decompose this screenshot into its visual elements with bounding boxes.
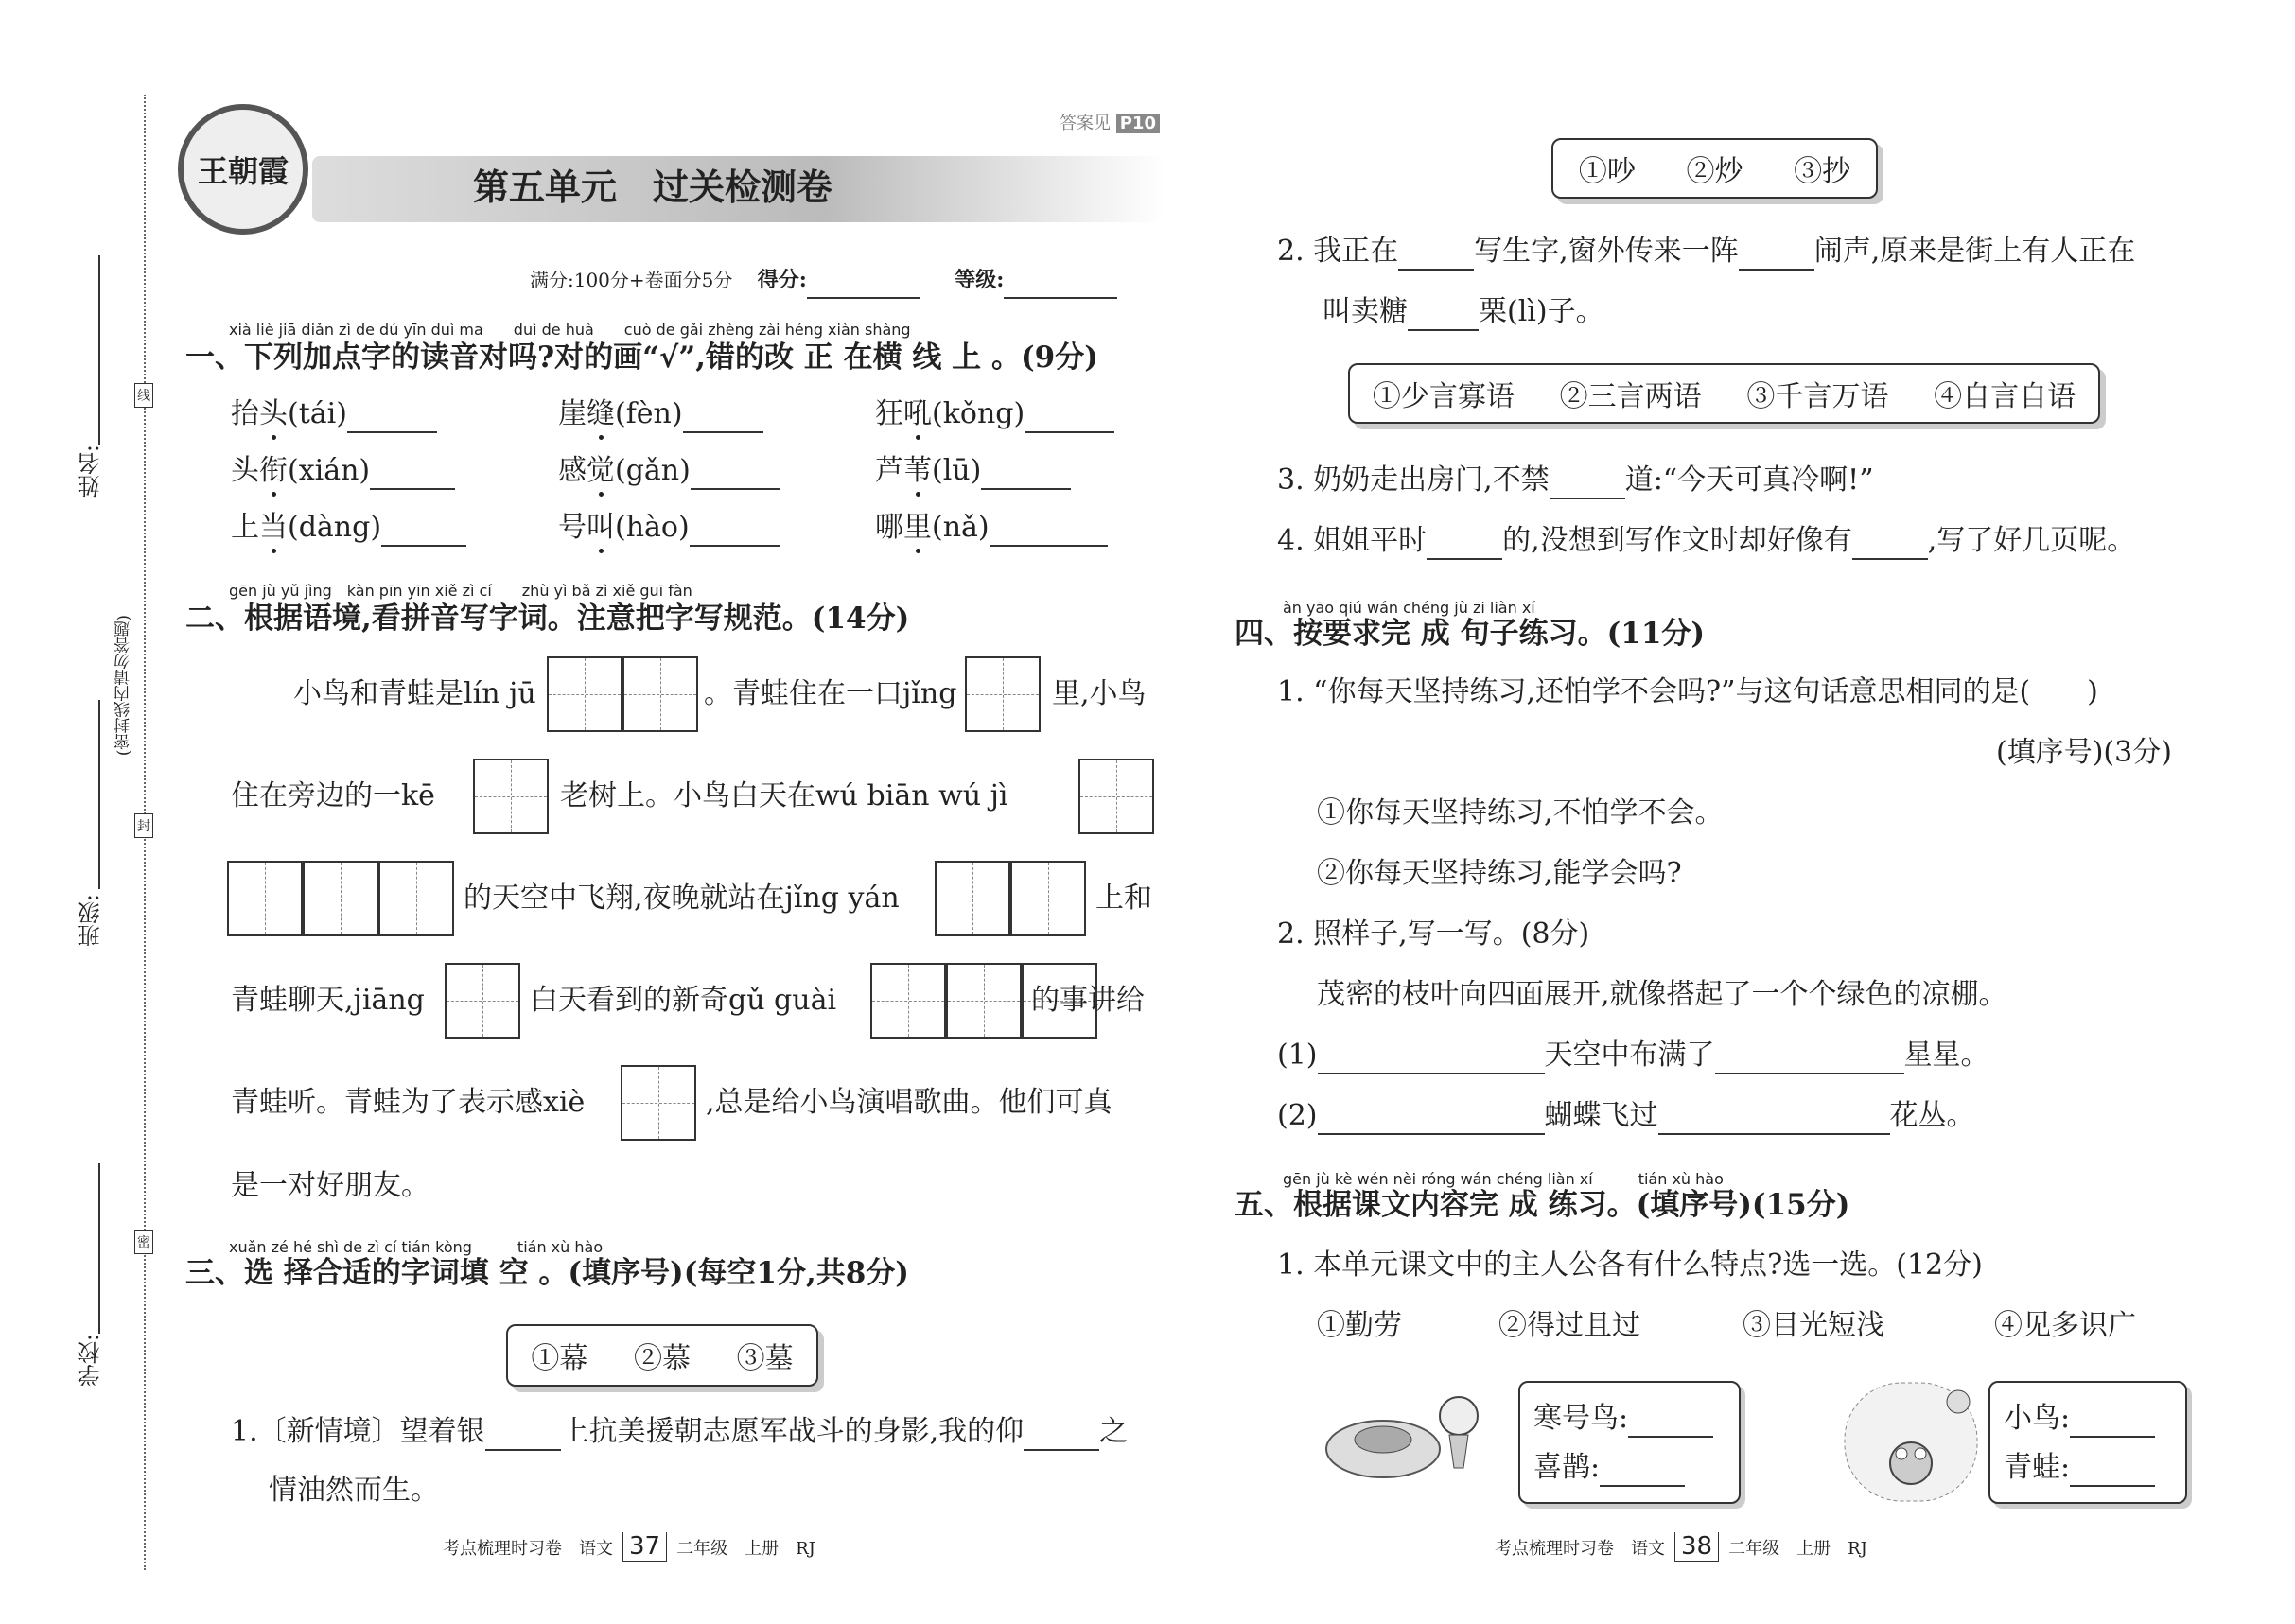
q4-s1-note: (填序号)(3分) [1996, 736, 2172, 769]
tian-box[interactable] [870, 963, 946, 1039]
option: ②三言两语 [1559, 380, 1702, 413]
q4-blank[interactable] [1318, 1105, 1545, 1135]
tian-box[interactable] [547, 656, 622, 732]
q1-title: 一、下列加点字的读音对吗?对的画“√”,错的改 正 在横 线 上 。(9分) [185, 341, 1098, 375]
q2-line2b: 老树上。小鸟白天在wú biān wú jì [560, 779, 1008, 812]
tian-box[interactable] [621, 1065, 696, 1141]
bird-nest-illustration [1317, 1373, 1506, 1487]
tian-box[interactable] [622, 656, 698, 732]
q2-line3a: 的天空中飞翔,夜晚就站在jǐng yán [464, 882, 900, 915]
q1-answer-blank[interactable] [683, 403, 763, 433]
q3-blank[interactable] [1408, 301, 1479, 331]
card-label-frog: 青蛙: [2004, 1449, 2155, 1487]
brand-logo [178, 104, 308, 235]
q1-item-6: 芦苇(lū) [875, 452, 1071, 490]
character-card-1 [1518, 1381, 1741, 1504]
logo-text: 王朝霞 [197, 153, 289, 189]
q5-option-4: ④见多识广 [1994, 1309, 2136, 1342]
q5-blank[interactable] [1628, 1407, 1713, 1438]
q4-ex2: (2) 蝴蝶飞过 花丛。 [1277, 1097, 1975, 1135]
character-card-2 [1988, 1381, 2187, 1504]
tian-box[interactable] [1078, 759, 1154, 834]
answer-ref [1060, 110, 1160, 134]
q5-option-3: ③目光短浅 [1743, 1309, 1884, 1342]
name-label: 姓名: [78, 445, 104, 498]
q2-line4c: 的事讲给 [1031, 984, 1145, 1017]
q5-title: 五、根据课文内容完 成 练习。(填序号)(15分) [1235, 1188, 1850, 1222]
seal-char-1: 线 [134, 383, 153, 408]
q5-option-2: ②得过且过 [1498, 1309, 1640, 1342]
q3-options-1 [506, 1324, 818, 1387]
q5-blank[interactable] [2070, 1407, 2155, 1438]
q1-item-5: 感觉(gǎn) [558, 452, 780, 490]
q1-answer-blank[interactable] [370, 460, 455, 490]
q1-pinyin: xià liè jiā diǎn zì de dú yīn duì ma duì de huà cuò de gǎi zhèng zài héng xiàn shàng [229, 321, 911, 339]
q4-example: 茂密的枝叶向四面展开,就像搭起了一个个绿色的凉棚。 [1317, 978, 2007, 1011]
q2-line2a: 住在旁边的一kē [231, 779, 435, 812]
q3-s4: 4. 姐姐平时 的,没想到写作文时却好像有 ,写了好几页呢。 [1277, 522, 2135, 560]
q1-item-1: 抬头(tái) [231, 395, 437, 433]
q1-answer-blank[interactable] [1025, 403, 1114, 433]
footer-right: 考点梳理时习卷 语文 38 二年级 上册 RJ [1495, 1532, 1867, 1561]
q1-item-4: 头衔(xián) [231, 452, 455, 490]
option: ③抄 [1794, 155, 1851, 188]
option: ①幕 [531, 1342, 588, 1375]
q2-line1b: 。青蛙住在一口jǐng [704, 677, 957, 710]
q4-pinyin: àn yāo qiú wán chéng jù zi liàn xí [1283, 599, 1535, 617]
q2-line5b: ,总是给小鸟演唱歌曲。他们可真 [706, 1086, 1112, 1119]
q1-item-3: 狂吼(kǒng) [875, 395, 1114, 433]
q2-line3b: 上和 [1095, 882, 1152, 915]
school-label: 学校: [78, 1334, 104, 1388]
q5-pinyin: gēn jù kè wén nèi róng wán chéng liàn xí tián xù hào [1283, 1170, 1724, 1188]
option: ②慕 [633, 1342, 691, 1375]
q5-s1: 1. 本单元课文中的主人公各有什么特点?选一选。(12分) [1277, 1249, 1983, 1282]
q4-ex1: (1) 天空中布满了 星星。 [1277, 1037, 1989, 1074]
full-score: 满分:100分+卷面分5分 [530, 269, 733, 291]
q2-line6: 是一对好朋友。 [231, 1169, 429, 1202]
tian-box[interactable] [378, 861, 454, 936]
grade-blank[interactable] [1004, 276, 1117, 299]
q4-option-2: ②你每天坚持练习,能学会吗? [1317, 857, 1682, 890]
tian-box[interactable] [303, 861, 378, 936]
card-label-magpie: 喜鹊: [1533, 1449, 1685, 1487]
answer-page-badge: P10 [1116, 114, 1160, 133]
q4-title: 四、按要求完 成 句子练习。(11分) [1235, 617, 1706, 651]
q2-title: 二、根据语境,看拼音写字词。注意把字写规范。(14分) [185, 602, 910, 636]
q3-options-2 [1551, 138, 1878, 199]
q4-s1: 1. “你每天坚持练习,还怕学不会吗?”与这句话意思相同的是( ) [1277, 675, 2098, 708]
q4-blank[interactable] [1715, 1044, 1904, 1074]
q1-answer-blank[interactable] [381, 516, 466, 547]
q1-answer-blank[interactable] [981, 460, 1071, 490]
q4-s2: 2. 照样子,写一写。(8分) [1277, 917, 1590, 951]
q3-blank[interactable] [485, 1421, 561, 1451]
option: ④自言自语 [1934, 380, 2076, 413]
q3-blank[interactable] [1427, 530, 1502, 560]
q1-answer-blank[interactable] [990, 516, 1108, 547]
q2-line1c: 里,小鸟 [1052, 677, 1147, 710]
class-line [98, 700, 100, 889]
tian-box[interactable] [965, 656, 1041, 732]
q3-blank[interactable] [1852, 530, 1928, 560]
q3-s3: 3. 奶奶走出房门,不禁 道:“今天可真冷啊!” [1277, 462, 1874, 499]
seal-notice: (密封线内请勿答题) [114, 615, 133, 757]
tian-box[interactable] [445, 963, 520, 1039]
frog-well-illustration [1835, 1373, 1987, 1506]
q5-option-1: ①勤劳 [1317, 1309, 1402, 1342]
q1-item-2: 崖缝(fèn) [558, 395, 763, 433]
q3-title: 三、选 择合适的字词填 空 。(填序号)(每空1分,共8分) [185, 1256, 909, 1290]
option: ③千言万语 [1746, 380, 1889, 413]
tian-box[interactable] [946, 963, 1022, 1039]
footer-left: 考点梳理时习卷 语文 37 二年级 上册 RJ [443, 1532, 815, 1561]
q3-pinyin: xuǎn zé hé shì de zì cí tián kòng tián xù hào [229, 1238, 604, 1256]
q3-s2-line1: 2. 我正在 写生字,窗外传来一阵 闹声,原来是街上有人正在 [1277, 233, 2135, 271]
answer-ref-label: 答案见 [1060, 114, 1111, 133]
q3-blank[interactable] [1739, 240, 1814, 271]
q2-pinyin: gēn jù yǔ jìng kàn pīn yīn xiě zì cí zhù yì bǎ zì xiě guī fàn [229, 582, 692, 600]
q1-item-7: 上当(dàng) [231, 509, 466, 547]
q5-blank[interactable] [1600, 1457, 1685, 1487]
q3-s1-line2: 情油然而生。 [269, 1474, 439, 1507]
q3-s2-line2: 叫卖糖 栗(lì)子。 [1323, 293, 1604, 331]
score-label: 得分: [757, 268, 807, 292]
q5-blank[interactable] [2070, 1457, 2155, 1487]
card-label-winter-bird: 寒号鸟: [1533, 1400, 1713, 1438]
card-label-bird: 小鸟: [2004, 1400, 2155, 1438]
q1-answer-blank[interactable] [690, 516, 780, 547]
seal-char-2: 封 [134, 813, 153, 838]
tian-box[interactable] [473, 759, 549, 834]
page-number: 37 [622, 1532, 667, 1562]
seal-char-3: 密 [134, 1230, 153, 1254]
unit-title: 第五单元 过关检测卷 [473, 166, 833, 208]
grade-label: 等级: [955, 268, 1005, 292]
q2-line4a: 青蛙聊天,jiāng [231, 984, 425, 1017]
option: ①少言寡语 [1372, 380, 1515, 413]
score-line [530, 261, 1117, 299]
q3-blank[interactable] [1550, 469, 1625, 499]
tian-box[interactable] [1010, 861, 1086, 936]
option: ③墓 [736, 1342, 794, 1375]
q1-item-8: 号叫(hào) [558, 509, 780, 547]
q1-answer-blank[interactable] [347, 403, 437, 433]
score-blank[interactable] [807, 276, 920, 299]
q2-line4b: 白天看到的新奇gǔ guài [530, 984, 837, 1017]
q4-option-1: ①你每天坚持练习,不怕学不会。 [1317, 796, 1724, 829]
tian-box[interactable] [935, 861, 1010, 936]
q1-answer-blank[interactable] [691, 460, 780, 490]
tian-box[interactable] [227, 861, 303, 936]
q2-line1a: 小鸟和青蛙是lín jū [293, 677, 536, 710]
school-line [98, 1163, 100, 1334]
q2-line5a: 青蛙听。青蛙为了表示感xiè [231, 1086, 586, 1119]
q4-blank[interactable] [1658, 1105, 1890, 1135]
option: ②炒 [1686, 155, 1743, 188]
q3-blank[interactable] [1024, 1421, 1099, 1451]
q4-blank[interactable] [1318, 1044, 1545, 1074]
name-line [98, 255, 100, 445]
option: ①吵 [1578, 155, 1636, 188]
class-label: 班级: [78, 894, 104, 948]
page-number: 38 [1674, 1532, 1719, 1562]
q3-options-3 [1348, 363, 2100, 424]
q3-s1-line1: 1.〔新情境〕望着银 上抗美援朝志愿军战斗的身影,我的仰 之 [231, 1413, 1128, 1451]
q1-item-9: 哪里(nǎ) [875, 509, 1108, 547]
q3-blank[interactable] [1398, 240, 1474, 271]
